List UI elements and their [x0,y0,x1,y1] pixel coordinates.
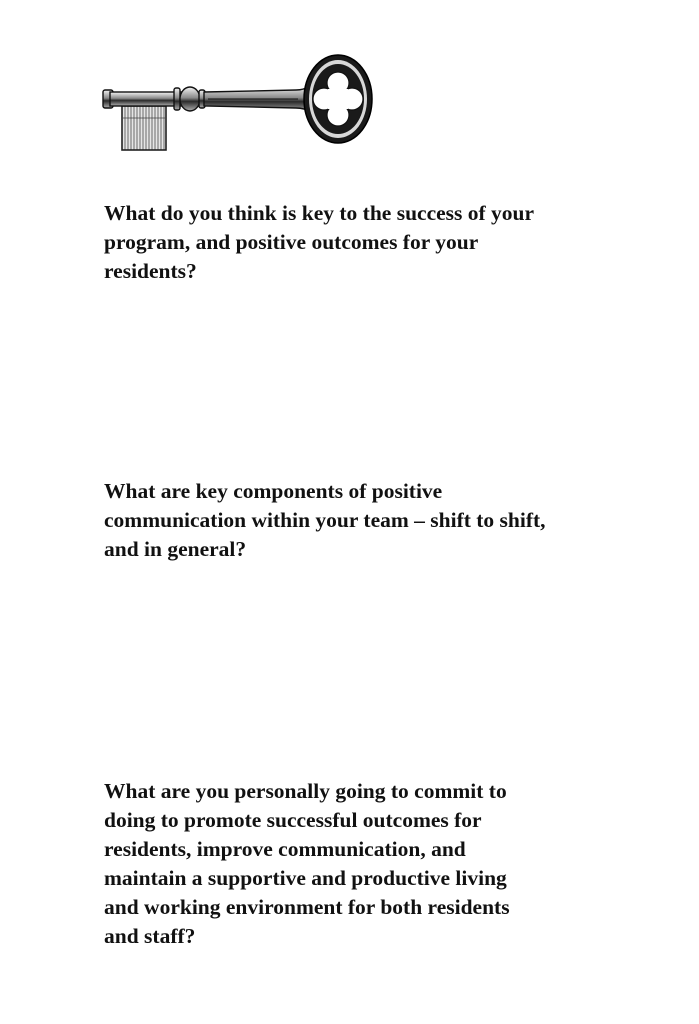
skeleton-key-icon [100,48,380,158]
question-personal-commitment: What are you personally going to commit to doing to promote successful outcomes for residents, improve communication, and maintain a supportive and productive living and working environment for both residents and staff? [104,779,510,948]
question-success-key: What do you think is key to the success of your program, and positive outcomes for your residents? [104,201,535,283]
question-team-communication: What are key components of positive communication within your team – shift to shift, and in general? [104,479,546,561]
